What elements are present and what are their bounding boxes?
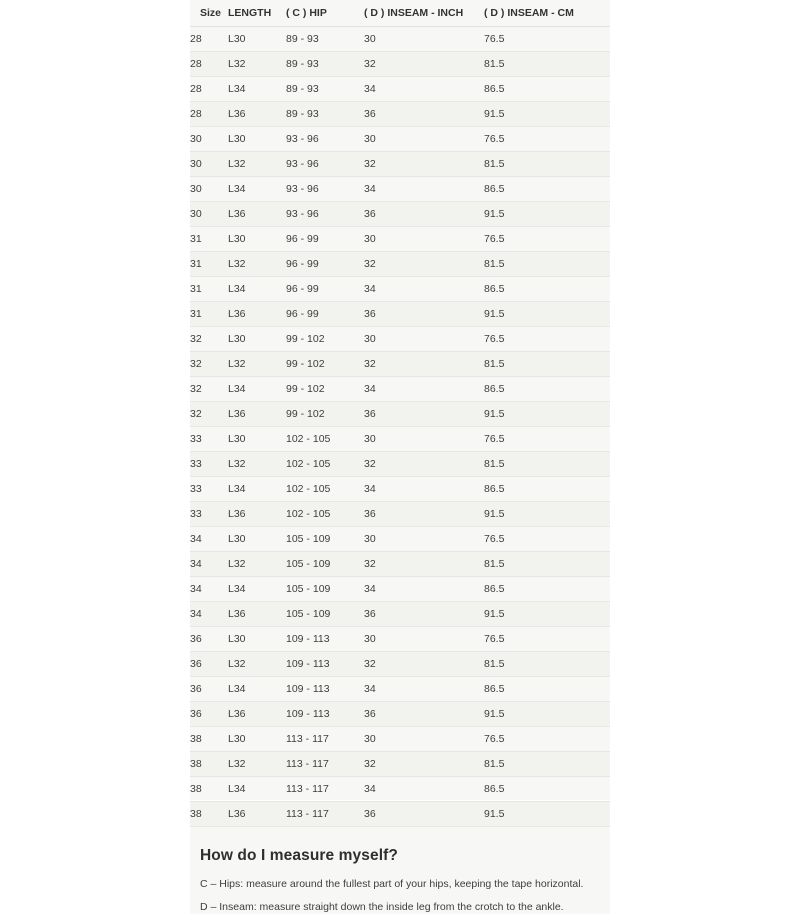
cell-length: L34 — [228, 677, 286, 702]
cell-length: L30 — [228, 327, 286, 352]
cell-inseam-inch: 36 — [364, 502, 484, 527]
cell-inseam-cm: 81.5 — [484, 752, 610, 777]
cell-length: L32 — [228, 52, 286, 77]
cell-inseam-inch: 34 — [364, 677, 484, 702]
cell-hip: 102 - 105 — [286, 452, 364, 477]
table-row — [190, 702, 610, 727]
cell-inseam-inch: 36 — [364, 802, 484, 827]
size-chart-table — [190, 0, 610, 827]
column-header-inseam-inch: ( D ) INSEAM - INCH — [364, 0, 484, 27]
table-row — [190, 427, 610, 452]
cell-inseam-inch: 36 — [364, 302, 484, 327]
table-row — [190, 227, 610, 252]
cell-size: 30 — [190, 202, 228, 227]
cell-inseam-inch: 36 — [364, 402, 484, 427]
cell-inseam-cm: 81.5 — [484, 52, 610, 77]
cell-length: L36 — [228, 302, 286, 327]
cell-hip: 89 - 93 — [286, 102, 364, 127]
cell-size: 34 — [190, 577, 228, 602]
cell-hip: 93 - 96 — [286, 202, 364, 227]
cell-hip: 89 - 93 — [286, 77, 364, 102]
cell-inseam-cm: 86.5 — [484, 677, 610, 702]
cell-hip: 113 - 117 — [286, 802, 364, 827]
measure-instruction-inseam: D – Inseam: measure straight down the inside leg from the crotch to the ankle. — [200, 901, 564, 914]
cell-length: L36 — [228, 502, 286, 527]
cell-inseam-inch: 34 — [364, 277, 484, 302]
cell-inseam-inch: 30 — [364, 327, 484, 352]
cell-inseam-inch: 36 — [364, 102, 484, 127]
table-row — [190, 302, 610, 327]
cell-hip: 105 - 109 — [286, 552, 364, 577]
cell-inseam-inch: 36 — [364, 602, 484, 627]
table-row — [190, 402, 610, 427]
table-row — [190, 102, 610, 127]
cell-length: L36 — [228, 602, 286, 627]
table-row — [190, 727, 610, 752]
cell-length: L34 — [228, 777, 286, 802]
cell-inseam-cm: 86.5 — [484, 477, 610, 502]
cell-inseam-cm: 91.5 — [484, 502, 610, 527]
cell-inseam-inch: 32 — [364, 152, 484, 177]
table-row — [190, 27, 610, 52]
cell-inseam-inch: 34 — [364, 77, 484, 102]
cell-inseam-inch: 32 — [364, 452, 484, 477]
cell-inseam-cm: 91.5 — [484, 702, 610, 727]
table-row — [190, 652, 610, 677]
cell-length: L34 — [228, 77, 286, 102]
cell-hip: 105 - 109 — [286, 577, 364, 602]
cell-size: 36 — [190, 627, 228, 652]
cell-inseam-inch: 30 — [364, 127, 484, 152]
cell-hip: 102 - 105 — [286, 477, 364, 502]
table-row — [190, 602, 610, 627]
table-row — [190, 177, 610, 202]
column-header-hip: ( C ) HIP — [286, 0, 364, 27]
cell-size: 28 — [190, 77, 228, 102]
cell-length: L34 — [228, 377, 286, 402]
cell-inseam-inch: 34 — [364, 777, 484, 802]
cell-length: L36 — [228, 802, 286, 827]
cell-hip: 93 - 96 — [286, 127, 364, 152]
cell-size: 32 — [190, 377, 228, 402]
table-row — [190, 777, 610, 802]
cell-length: L36 — [228, 402, 286, 427]
cell-inseam-cm: 86.5 — [484, 777, 610, 802]
cell-size: 32 — [190, 402, 228, 427]
cell-size: 33 — [190, 477, 228, 502]
table-row — [190, 627, 610, 652]
cell-length: L36 — [228, 702, 286, 727]
cell-length: L34 — [228, 577, 286, 602]
cell-size: 36 — [190, 702, 228, 727]
cell-inseam-cm: 86.5 — [484, 277, 610, 302]
cell-inseam-inch: 30 — [364, 227, 484, 252]
cell-inseam-cm: 76.5 — [484, 727, 610, 752]
table-row — [190, 77, 610, 102]
cell-inseam-cm: 76.5 — [484, 527, 610, 552]
cell-size: 30 — [190, 127, 228, 152]
cell-hip: 102 - 105 — [286, 427, 364, 452]
cell-inseam-cm: 76.5 — [484, 327, 610, 352]
cell-hip: 113 - 117 — [286, 752, 364, 777]
cell-size: 38 — [190, 777, 228, 802]
table-row — [190, 477, 610, 502]
cell-hip: 113 - 117 — [286, 777, 364, 802]
cell-size: 31 — [190, 277, 228, 302]
cell-inseam-cm: 91.5 — [484, 402, 610, 427]
cell-inseam-inch: 30 — [364, 427, 484, 452]
cell-length: L32 — [228, 252, 286, 277]
cell-hip: 96 - 99 — [286, 277, 364, 302]
cell-size: 31 — [190, 252, 228, 277]
table-header — [190, 0, 610, 27]
cell-inseam-cm: 86.5 — [484, 177, 610, 202]
cell-inseam-cm: 76.5 — [484, 127, 610, 152]
cell-hip: 109 - 113 — [286, 652, 364, 677]
cell-length: L30 — [228, 627, 286, 652]
cell-size: 34 — [190, 527, 228, 552]
cell-hip: 102 - 105 — [286, 502, 364, 527]
cell-length: L30 — [228, 527, 286, 552]
cell-hip: 89 - 93 — [286, 27, 364, 52]
table-row — [190, 152, 610, 177]
cell-size: 34 — [190, 552, 228, 577]
cell-hip: 96 - 99 — [286, 302, 364, 327]
cell-hip: 99 - 102 — [286, 402, 364, 427]
cell-length: L32 — [228, 552, 286, 577]
cell-length: L32 — [228, 752, 286, 777]
cell-length: L32 — [228, 452, 286, 477]
cell-inseam-inch: 30 — [364, 27, 484, 52]
cell-length: L30 — [228, 427, 286, 452]
cell-size: 30 — [190, 152, 228, 177]
cell-hip: 109 - 113 — [286, 702, 364, 727]
cell-size: 32 — [190, 352, 228, 377]
cell-inseam-cm: 76.5 — [484, 27, 610, 52]
cell-hip: 99 - 102 — [286, 352, 364, 377]
cell-inseam-cm: 86.5 — [484, 577, 610, 602]
cell-inseam-inch: 34 — [364, 377, 484, 402]
cell-inseam-inch: 30 — [364, 527, 484, 552]
table-row — [190, 577, 610, 602]
cell-inseam-inch: 36 — [364, 702, 484, 727]
cell-size: 31 — [190, 227, 228, 252]
table-row — [190, 202, 610, 227]
cell-length: L32 — [228, 352, 286, 377]
table-row — [190, 527, 610, 552]
cell-hip: 96 - 99 — [286, 227, 364, 252]
cell-length: L30 — [228, 27, 286, 52]
cell-inseam-cm: 91.5 — [484, 802, 610, 827]
cell-hip: 105 - 109 — [286, 527, 364, 552]
cell-hip: 99 - 102 — [286, 377, 364, 402]
cell-inseam-cm: 86.5 — [484, 77, 610, 102]
cell-inseam-cm: 81.5 — [484, 452, 610, 477]
cell-hip: 89 - 93 — [286, 52, 364, 77]
cell-inseam-inch: 30 — [364, 627, 484, 652]
measure-instruction-hips: C – Hips: measure around the fullest part of your hips, keeping the tape horizontal. — [200, 878, 584, 890]
cell-size: 33 — [190, 427, 228, 452]
cell-inseam-inch: 32 — [364, 652, 484, 677]
cell-inseam-inch: 34 — [364, 177, 484, 202]
table-row — [190, 502, 610, 527]
cell-hip: 113 - 117 — [286, 727, 364, 752]
cell-length: L36 — [228, 102, 286, 127]
cell-size: 38 — [190, 752, 228, 777]
table-row — [190, 252, 610, 277]
column-header-length: LENGTH — [228, 0, 286, 27]
table-row — [190, 677, 610, 702]
table-body — [190, 27, 610, 827]
cell-inseam-cm: 81.5 — [484, 552, 610, 577]
cell-inseam-inch: 32 — [364, 552, 484, 577]
cell-inseam-cm: 76.5 — [484, 427, 610, 452]
cell-inseam-cm: 86.5 — [484, 377, 610, 402]
cell-size: 38 — [190, 727, 228, 752]
column-header-inseam-cm: ( D ) INSEAM - CM — [484, 0, 610, 27]
cell-size: 33 — [190, 452, 228, 477]
cell-inseam-inch: 32 — [364, 752, 484, 777]
cell-hip: 109 - 113 — [286, 677, 364, 702]
cell-hip: 109 - 113 — [286, 627, 364, 652]
cell-size: 38 — [190, 802, 228, 827]
table-row — [190, 377, 610, 402]
cell-inseam-cm: 76.5 — [484, 227, 610, 252]
table-row — [190, 277, 610, 302]
cell-size: 33 — [190, 502, 228, 527]
cell-hip: 105 - 109 — [286, 602, 364, 627]
cell-inseam-cm: 91.5 — [484, 302, 610, 327]
cell-size: 34 — [190, 602, 228, 627]
cell-inseam-cm: 81.5 — [484, 352, 610, 377]
table-row — [190, 552, 610, 577]
cell-length: L30 — [228, 727, 286, 752]
cell-inseam-inch: 30 — [364, 727, 484, 752]
cell-hip: 93 - 96 — [286, 177, 364, 202]
cell-size: 32 — [190, 327, 228, 352]
cell-size: 36 — [190, 652, 228, 677]
cell-size: 28 — [190, 102, 228, 127]
table-row — [190, 452, 610, 477]
table-row — [190, 52, 610, 77]
cell-length: L34 — [228, 277, 286, 302]
table-row — [190, 752, 610, 777]
cell-hip: 93 - 96 — [286, 152, 364, 177]
cell-length: L32 — [228, 652, 286, 677]
table-row — [190, 127, 610, 152]
cell-length: L34 — [228, 177, 286, 202]
cell-size: 36 — [190, 677, 228, 702]
cell-inseam-inch: 34 — [364, 577, 484, 602]
cell-inseam-inch: 32 — [364, 252, 484, 277]
cell-inseam-cm: 81.5 — [484, 152, 610, 177]
cell-length: L30 — [228, 127, 286, 152]
measure-instructions — [190, 827, 610, 914]
table-row — [190, 352, 610, 377]
cell-size: 28 — [190, 27, 228, 52]
table-header-row — [190, 0, 610, 27]
measure-instructions-title: How do I measure myself? — [200, 847, 398, 864]
cell-length: L30 — [228, 227, 286, 252]
cell-inseam-cm: 81.5 — [484, 652, 610, 677]
cell-inseam-cm: 91.5 — [484, 602, 610, 627]
cell-length: L36 — [228, 202, 286, 227]
cell-hip: 99 - 102 — [286, 327, 364, 352]
cell-length: L32 — [228, 152, 286, 177]
cell-inseam-cm: 76.5 — [484, 627, 610, 652]
cell-inseam-cm: 91.5 — [484, 102, 610, 127]
cell-inseam-inch: 32 — [364, 352, 484, 377]
column-header-size: Size — [190, 0, 228, 27]
size-guide-panel — [190, 0, 610, 914]
cell-size: 28 — [190, 52, 228, 77]
table-row — [190, 802, 610, 827]
cell-length: L34 — [228, 477, 286, 502]
cell-inseam-inch: 36 — [364, 202, 484, 227]
cell-size: 31 — [190, 302, 228, 327]
cell-inseam-cm: 81.5 — [484, 252, 610, 277]
cell-size: 30 — [190, 177, 228, 202]
cell-inseam-cm: 91.5 — [484, 202, 610, 227]
cell-inseam-inch: 34 — [364, 477, 484, 502]
table-row — [190, 327, 610, 352]
cell-inseam-inch: 32 — [364, 52, 484, 77]
cell-hip: 96 - 99 — [286, 252, 364, 277]
